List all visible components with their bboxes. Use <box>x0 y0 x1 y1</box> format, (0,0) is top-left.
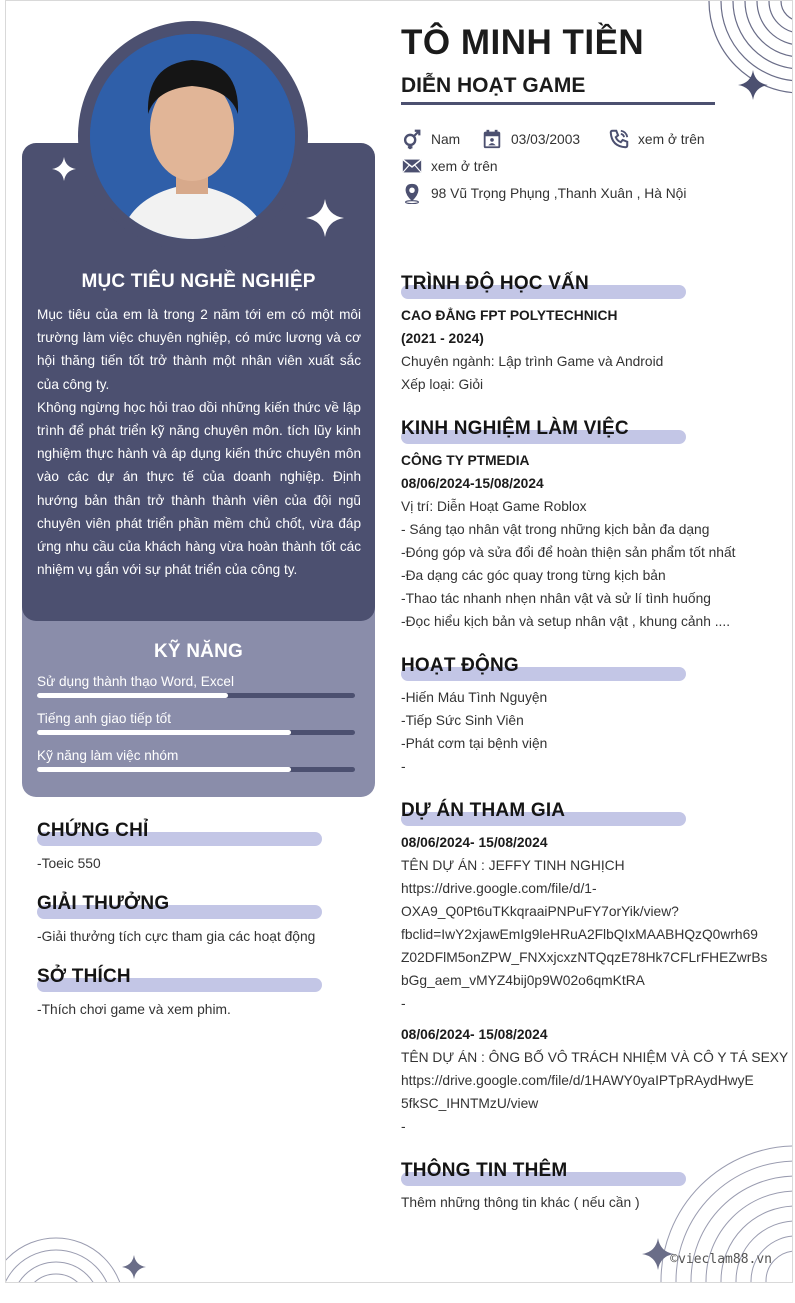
phone-info <box>608 128 705 150</box>
location-pin-icon <box>401 182 423 204</box>
experience-line: Vị trí: Diễn Hoạt Game Roblox <box>401 499 587 514</box>
experience-line: -Thao tác nhanh nhẹn nhân vật và sử lí tình huống <box>401 591 711 606</box>
gender-value: Nam <box>431 131 461 147</box>
watermark: ©vieclam88.vn <box>670 1252 772 1267</box>
hobbies-text: -Thích chơi game và xem phim. <box>37 1002 231 1017</box>
skills-title: KỸ NĂNG <box>153 641 243 662</box>
project-1-line[interactable]: OXA9_Q0Pt6uTKkqraaiPNPuFY7orYik/view? <box>401 904 679 919</box>
skill-bar <box>37 693 355 698</box>
address-value: 98 Vũ Trọng Phụng ,Thanh Xuân , Hà Nội <box>431 185 687 201</box>
project-1-line[interactable]: fbclid=IwY2xjawEmIg9leHRuA2FlbQIxMAABHQzQ0wrh69 <box>401 927 758 942</box>
project-1-line[interactable]: Z02DFlM5onZPW_FNXxjcxzNTQqzE78Hk7CFLrFHEZwrBs <box>401 950 768 965</box>
cv-page <box>5 0 793 1283</box>
extra-text: Thêm những thông tin khác ( nếu cần ) <box>401 1195 640 1210</box>
gender-icon <box>401 128 423 150</box>
project-2-period: 08/06/2024- 15/08/2024 <box>401 1027 548 1042</box>
skill-item <box>37 748 355 772</box>
awards-text: -Giải thưởng tích cực tham gia các hoạt động <box>37 929 316 944</box>
skill-bar-fill <box>37 767 291 772</box>
candidate-name: TÔ MINH TIỀN <box>401 23 645 62</box>
project-1-line: TÊN DỰ ÁN : JEFFY TINH NGHỊCH <box>401 858 625 873</box>
extra-title: THÔNG TIN THÊM <box>401 1160 568 1181</box>
dob-info <box>481 128 580 150</box>
certificates-title: CHỨNG CHỈ <box>37 820 149 841</box>
awards-title: GIẢI THƯỞNG <box>37 893 170 914</box>
project-1-line[interactable]: https://drive.google.com/file/d/1- <box>401 881 597 896</box>
experience-company: CÔNG TY PTMEDIA <box>401 453 530 468</box>
education-title: TRÌNH ĐỘ HỌC VẤN <box>401 273 589 294</box>
activity-line: - <box>401 759 406 774</box>
skill-label: Tiếng anh giao tiếp tốt <box>37 711 172 726</box>
skill-bar-fill <box>37 693 228 698</box>
dob-value: 03/03/2003 <box>511 131 581 147</box>
skill-bar-fill <box>37 730 291 735</box>
project-2-line: TÊN DỰ ÁN : ÔNG BỐ VÔ TRÁCH NHIỆM VÀ CÔ Y TÁ SEXY <box>401 1050 789 1065</box>
skill-item <box>37 674 355 698</box>
sparkle-icon <box>738 70 768 100</box>
address-info <box>401 182 686 204</box>
education-grade: Xếp loại: Giỏi <box>401 377 484 392</box>
experience-line: -Đọc hiểu kịch bản và setup nhân vật , khung cảnh .... <box>401 614 731 629</box>
hobbies-title: SỞ THÍCH <box>37 966 131 987</box>
email-icon <box>401 155 423 177</box>
project-2-line[interactable]: https://drive.google.com/file/d/1HAWY0yaIPTpRAydHwyE <box>401 1073 754 1088</box>
gender-info <box>401 128 460 150</box>
education-school: CAO ĐẲNG FPT POLYTECHNICH <box>401 308 618 323</box>
projects-title: DỰ ÁN THAM GIA <box>401 800 566 821</box>
role-underline <box>401 102 715 105</box>
education-major: Chuyên ngành: Lập trình Game và Android <box>401 354 664 369</box>
activities-title: HOẠT ĐỘNG <box>401 655 519 676</box>
objective-title: MỤC TIÊU NGHỀ NGHIỆP <box>81 271 316 292</box>
experience-period: 08/06/2024-15/08/2024 <box>401 476 544 491</box>
portrait-illustration <box>90 34 295 239</box>
skill-label: Kỹ năng làm việc nhóm <box>37 748 179 763</box>
experience-title: KINH NGHIỆM LÀM VIỆC <box>401 418 629 439</box>
certificates-text: -Toeic 550 <box>37 856 101 871</box>
sparkle-icon <box>642 1238 674 1270</box>
email-info <box>401 155 498 177</box>
project-2-line[interactable]: 5fkSC_IHNTMzU/view <box>401 1096 539 1111</box>
objective-paragraph-2: Không ngừng học hỏi trao dồi những kiến thức về lập trình để phát triển kỹ năng chuyên môn. tích lũy kinh nghiệm thực hành và áp dụng kiến thức chuyên môn vào các dự án thực tế của doanh nghiệp. Định hướng bản thân trở thành thành viên của đội ngũ chuyên viên phát triển phần mềm chủ chốt, vừa đáp ứng nhu cầu của khách hàng vừa hoàn thành tốt các nhiệm vụ gắn với sự phát triển của công ty. <box>37 399 361 578</box>
experience-line: -Đa dạng các góc quay trong từng kịch bản <box>401 568 666 583</box>
skill-item <box>37 711 355 735</box>
calendar-icon <box>481 128 503 150</box>
profile-photo <box>90 34 295 239</box>
phone-icon <box>608 128 630 150</box>
project-1-line[interactable]: bGg_aem_vMYZ4bij0p9W02o6qmKtRA <box>401 973 645 988</box>
skill-label: Sử dụng thành thạo Word, Excel <box>37 674 235 689</box>
experience-line: -Đóng góp và sửa đổi để hoàn thiện sản phẩm tốt nhất <box>401 545 736 560</box>
skill-bar <box>37 730 355 735</box>
skill-bar <box>37 767 355 772</box>
objective-text <box>37 303 361 581</box>
activity-line: -Hiến Máu Tình Nguyện <box>401 690 548 705</box>
sparkle-icon <box>52 157 76 181</box>
phone-value: xem ở trên <box>638 131 705 147</box>
objective-paragraph-1: Mục tiêu của em là trong 2 năm tới em có một môi trường làm việc chuyên nghiệp, có mức lương và cơ hội thăng tiến tốt trở thành một nhân viên xuất sắc của công ty. <box>37 307 361 392</box>
activity-line: -Phát cơm tại bệnh viện <box>401 736 548 751</box>
candidate-role: DIỄN HOẠT GAME <box>401 74 586 97</box>
activity-line: -Tiếp Sức Sinh Viên <box>401 713 524 728</box>
sparkle-icon <box>122 1255 146 1279</box>
project-1-line: - <box>401 996 406 1011</box>
project-1-period: 08/06/2024- 15/08/2024 <box>401 835 548 850</box>
email-value: xem ở trên <box>431 158 498 174</box>
sparkle-icon <box>306 199 344 237</box>
project-2-line: - <box>401 1119 406 1134</box>
experience-line: - Sáng tạo nhân vật trong những kịch bản đa dạng <box>401 522 710 537</box>
education-period: (2021 - 2024) <box>401 331 484 346</box>
